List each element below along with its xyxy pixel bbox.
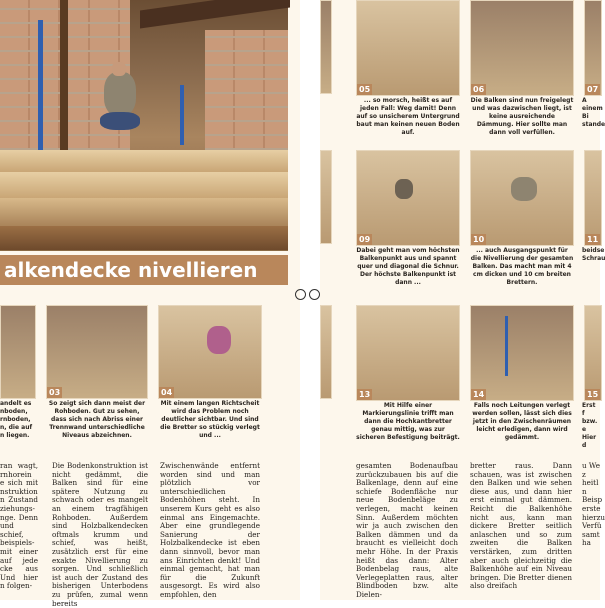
worker-figure bbox=[511, 177, 537, 201]
thumb-number: 05 bbox=[359, 85, 371, 94]
edge-photo bbox=[320, 305, 332, 399]
thumb-photo-14 bbox=[470, 305, 574, 401]
right-page bbox=[320, 0, 605, 600]
thumb-caption-13: Mit Hilfe einer Markierungslinie trifft man dann die Hochkantbretter genau mittig, was zur sicheren Befestigung beiträgt. bbox=[356, 402, 460, 441]
caption-line: nboden, bbox=[0, 408, 28, 415]
thumb-photo-07 bbox=[584, 0, 602, 96]
thumb-photo-05 bbox=[356, 0, 460, 96]
body-column-2: Die Bodenkonstruktion ist nicht gedämmt, die Balken sind für eine spätere Nutzung zu schwach oder es mangelt an einem tragfähigen Rohboden. Außerdem sind Holzbalkendecken oftmals krumm und schief, was heißt, zusätzlich erst für eine exakte Nivellierung zu sorgen. Und schließlich ist auch der Zustand des bisherigen Unterbodens zu prüfen, zumal wenn bereits bbox=[52, 461, 148, 608]
thumb-number: 09 bbox=[359, 235, 371, 244]
thumb-photo-06 bbox=[470, 0, 574, 96]
floor-plank bbox=[0, 150, 288, 173]
thumb-caption-06: Die Balken sind nun freigelegt und was dazwischen liegt, ist keine ausreichende Dämmung. Hier sollte man dann voll verfüllen. bbox=[470, 97, 574, 136]
thumb-caption-11: beidse Schrau bbox=[582, 247, 605, 262]
worker-figure bbox=[207, 326, 231, 354]
caption-line: n, die auf bbox=[0, 424, 33, 431]
body-column-1: ran wagt, rnhorein e sich mit nstruktion n Zustand ziehungs- nge. Denn und schief, beispiels- mit einer auf jede cke aus Und hier n folgen- bbox=[0, 461, 38, 591]
caption-line: n liegen. bbox=[0, 432, 30, 439]
registration-mark bbox=[309, 289, 320, 300]
body-column-4: gesamten Bodenaufbau zurückzubauen bis auf die Balkenlage, denn auf eine schiefe Bodenfläche nur neue Bodenbeläge zu verlegen, macht keinen Sinn. Außerdem möchten wir ja auch zwischen den Balken dämmen und da braucht es vielleicht doch mehr Höhe. In der Praxis heißt das dann: Alter Bodenbelag raus, alte Verlegeplatten raus, alter Blindboden bzw. alte Dielen- bbox=[356, 461, 458, 599]
caption-line: rnboden, bbox=[0, 416, 31, 423]
thumb-photo-13 bbox=[356, 305, 460, 401]
thumb-number: 06 bbox=[473, 85, 485, 94]
edge-photo bbox=[320, 0, 332, 94]
thumb-caption-09: Dabei geht man vom höchsten Balkenpunkt aus und spannt quer und diagonal die Schnur. Der höchste Balkenpunkt ist dann ... bbox=[356, 247, 460, 286]
thumb-number: 04 bbox=[161, 388, 173, 397]
thumb-photo-10 bbox=[470, 150, 574, 246]
thumb-caption-05: ... so morsch, heißt es auf jeden Fall: Weg damit! Denn auf so unsicherem Untergrund baut man keinen neuen Boden auf. bbox=[356, 97, 460, 136]
hero-photo-attic bbox=[0, 0, 288, 250]
brick-wall-right bbox=[205, 30, 288, 150]
thumb-number: 14 bbox=[473, 390, 485, 399]
worker-figure bbox=[395, 179, 413, 199]
thumb-photo-04 bbox=[158, 305, 262, 399]
side-caption bbox=[0, 400, 34, 440]
floor-plank bbox=[0, 226, 288, 251]
page-title: alkendecke nivellieren bbox=[4, 258, 258, 282]
floor-plank bbox=[0, 172, 288, 199]
blue-pipe bbox=[505, 316, 508, 376]
worker-figure bbox=[104, 72, 136, 116]
thumb-caption-10: ... auch Ausgangspunkt für die Nivellierung der gesamten Balken. Das macht man mit 4 cm dicken und 10 cm breiten Brettern. bbox=[470, 247, 574, 286]
thumb-caption-14: Falls noch Leitungen verlegt werden sollen, lässt sich dies jetzt in den Zwischenräumen leicht erledigen, dann wird gedämmt. bbox=[472, 402, 572, 441]
worker-legs bbox=[100, 112, 140, 130]
thumb-number: 03 bbox=[49, 388, 61, 397]
body-column-3: Zwischenwände entfernt worden sind und man plötzlich vor unterschiedlichen Bodenhöhen steht. In unserem Kurs geht es also einmal ans Eingemachte. Aber eine grundlegende Sanierung der Holzbalkendecke ist eben dann sinnvoll, bevor man ans Einrichten denkt! Und einmal gemacht, hat man für die Zukunft ausgesorgt. Es wird also empfohlen, den bbox=[160, 461, 260, 599]
caption-line: andelt es bbox=[0, 400, 32, 407]
body-column-5: bretter raus. Dann schauen, was ist zwischen den Balken und wie sehen diese aus, und dann hier erst einmal gut dämmen. Reicht die Balkenhöhe nicht aus, kann man dickere Bretter seitlich anlaschen und so zum zweiten die Balken verstärken, zum dritten aber auch gleichzeitig die Balkenhöhe auf ein Niveau bringen. Die Bretter dienen also dreifach bbox=[470, 461, 572, 591]
blue-pipe-2 bbox=[180, 85, 184, 145]
thumb-number: 11 bbox=[587, 235, 599, 244]
thumb-number: 10 bbox=[473, 235, 485, 244]
thumb-photo-15 bbox=[584, 305, 602, 401]
thumb-number: 07 bbox=[587, 85, 599, 94]
thumb-caption-07: A einem Bi stande bbox=[582, 97, 605, 128]
edge-photo bbox=[320, 150, 332, 244]
page-gutter bbox=[300, 0, 320, 600]
roof-beam bbox=[140, 0, 290, 29]
body-column-6: u We z heitl n Beisp erste hierzu Verfü samt ha bbox=[582, 461, 605, 548]
thumb-caption-04: Mit einem langen Richtscheit wird das Problem noch deutlicher sichtbar. Und sind die Bretter so stückig verlegt und ... bbox=[160, 400, 260, 439]
floor-plank bbox=[0, 198, 288, 227]
thumb-number: 13 bbox=[359, 390, 371, 399]
thumb-photo bbox=[0, 305, 36, 399]
left-page bbox=[0, 0, 300, 608]
thumb-caption-03: So zeigt sich dann meist der Rohboden. Gut zu sehen, dass sich nach Abriss einer Trennwand unterschiedliche Niveaus abzeichnen. bbox=[48, 400, 146, 439]
thumb-number: 15 bbox=[587, 390, 599, 399]
thumb-caption-15: Erst f bzw. e Hier d bbox=[582, 402, 598, 449]
thumb-photo-09 bbox=[356, 150, 460, 246]
worker-head bbox=[112, 62, 126, 76]
thumb-photo-11 bbox=[584, 150, 602, 246]
thumb-photo-03 bbox=[46, 305, 148, 399]
registration-mark bbox=[295, 289, 306, 300]
timber-post bbox=[60, 0, 68, 160]
